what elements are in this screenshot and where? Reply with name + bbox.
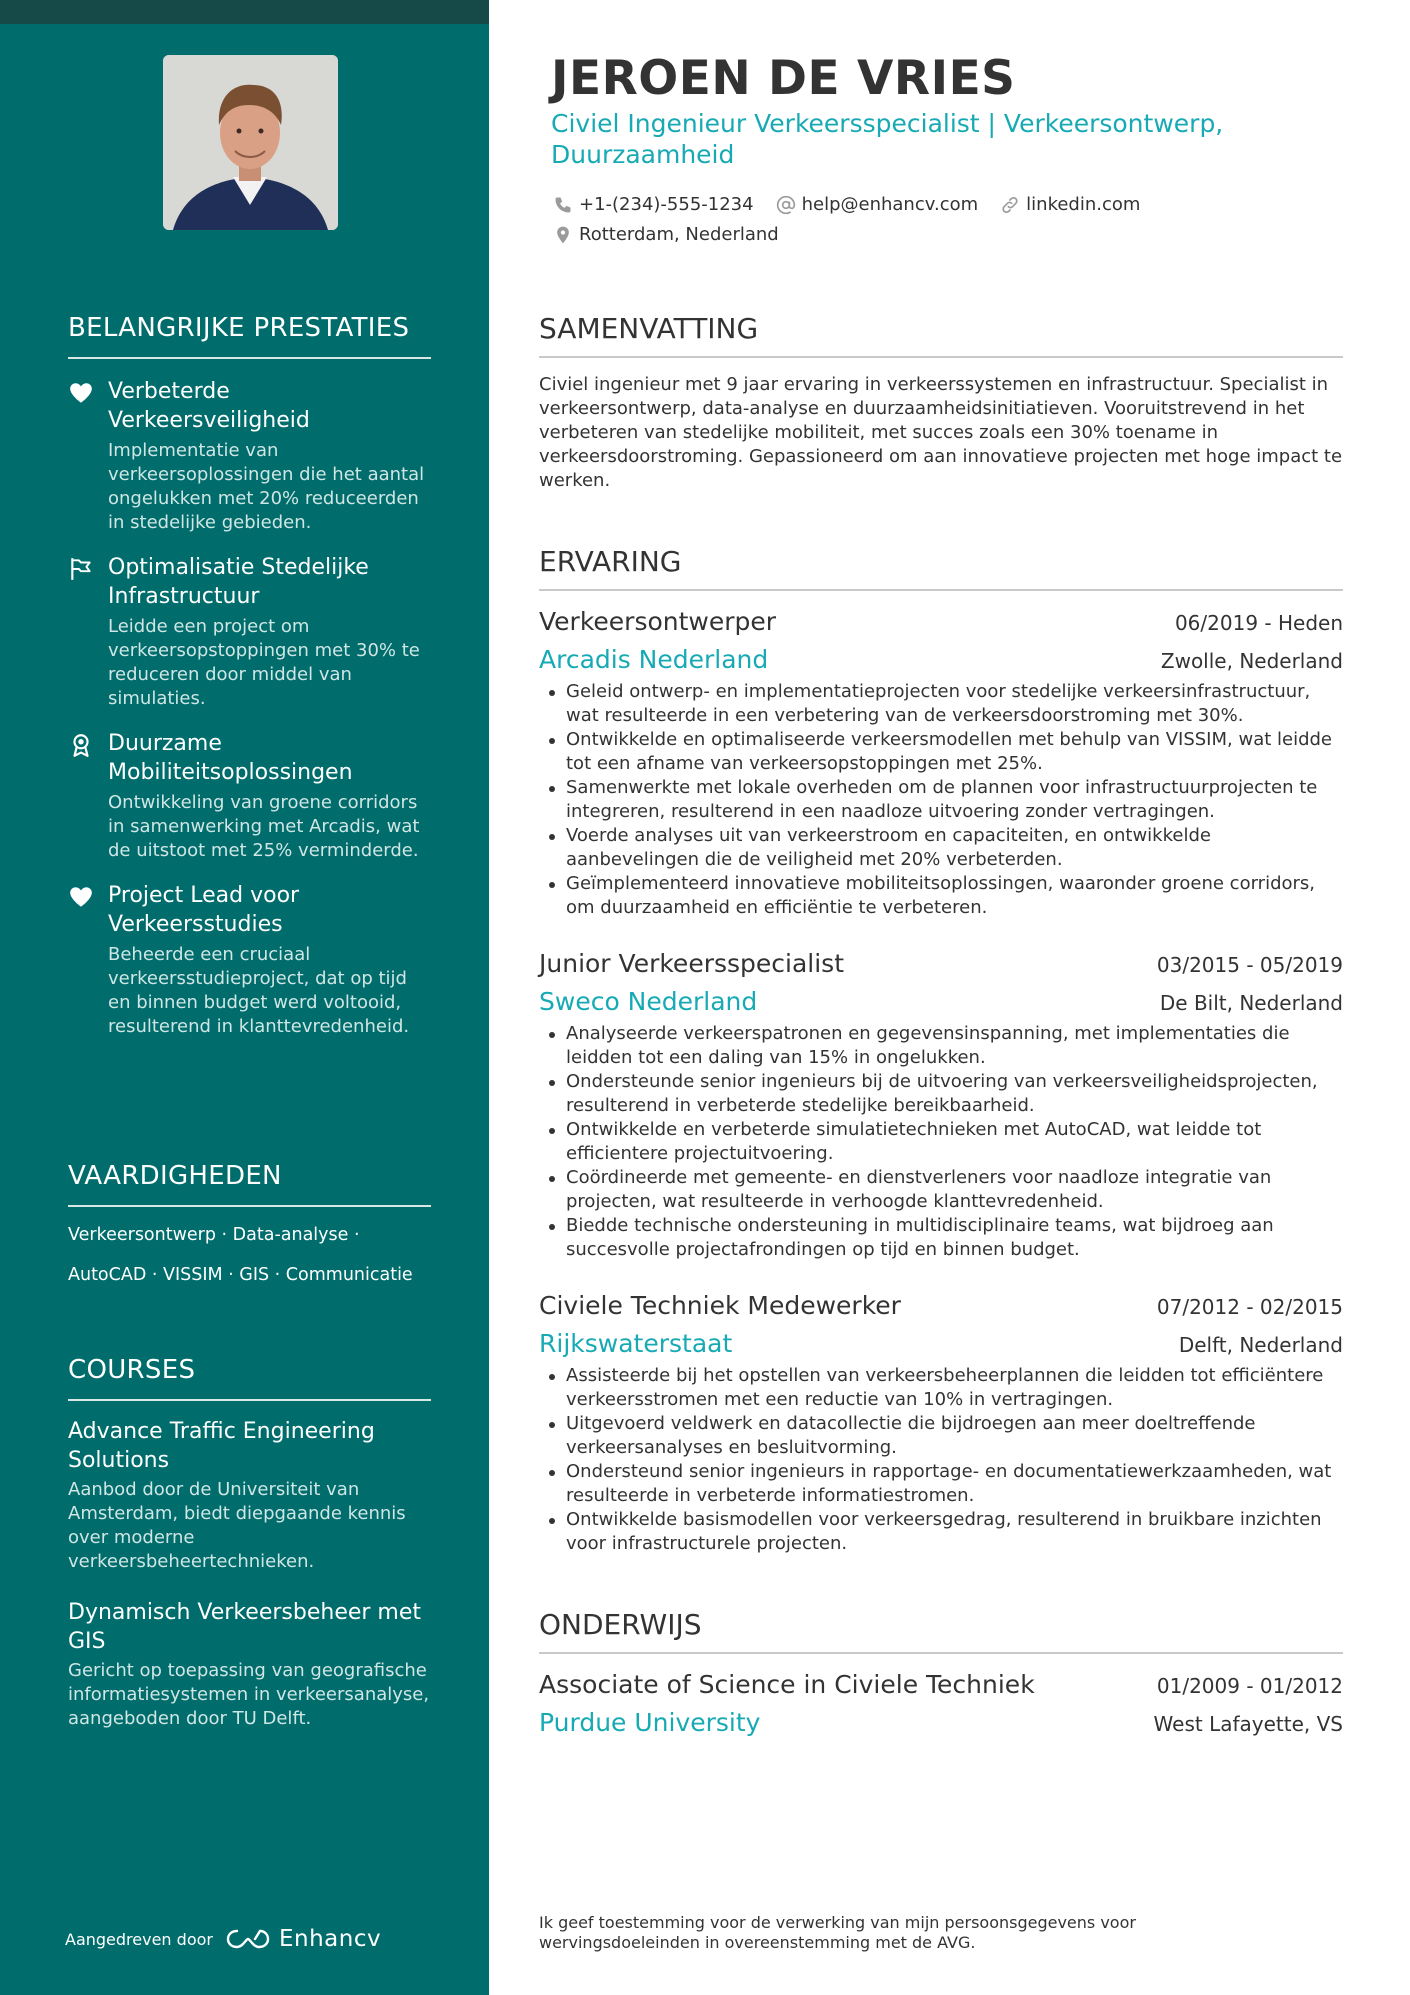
course-item xyxy=(68,1417,431,1574)
skills-list-line: Verkeersontwerp · Data-analyse · xyxy=(68,1225,360,1245)
contact-row xyxy=(553,194,1162,215)
summary-section-header xyxy=(539,311,1343,358)
job-dates: 07/2012 - 02/2015 xyxy=(1156,1295,1343,1319)
phone-icon xyxy=(553,195,573,215)
job-bullet: Coördineerde met gemeente- en dienstverleners voor naadloze integratie van projecten, wat resulteerde in verhoogde klanttevredenheid. xyxy=(539,1166,1343,1214)
job-bullet: Voerde analyses uit van verkeerstroom en capaciteiten, en ontwikkelde aanbevelingen die de veiligheid met 20% verbeterden. xyxy=(539,824,1343,872)
linkedin-text: linkedin.com xyxy=(1026,194,1141,215)
job-bullet: Ondersteunde senior ingenieurs bij de uitvoering van verkeersveiligheidsprojecten, resulterend in verbeterde stedelijke bereikbaarheid. xyxy=(539,1070,1343,1118)
course-title: Advance Traffic Engineering Solutions xyxy=(68,1419,375,1473)
job-dates: 06/2019 - Heden xyxy=(1174,611,1343,635)
courses-divider xyxy=(68,1399,431,1401)
infinity-logo-icon xyxy=(225,1927,271,1951)
phone-text: +1-(234)-555-1234 xyxy=(579,194,754,215)
experience-entry xyxy=(539,947,1343,1262)
achievement-item xyxy=(68,881,431,1039)
job-bullet: Uitgevoerd veldwerk en datacollectie die bijdroegen aan meer doeltreffende verkeersanalyses en besluitvorming. xyxy=(539,1412,1343,1460)
job-bullet: Ontwikkelde en verbeterde simulatietechnieken met AutoCAD, wat leidde tot efficientere projectuitvoering. xyxy=(539,1118,1343,1166)
course-description: Aanbod door de Universiteit van Amsterdam, biedt diepgaande kennis over moderne verkeersbeheertechnieken. xyxy=(68,1479,406,1572)
achievement-description: Beheerde een cruciaal verkeersstudieproject, dat op tijd en binnen budget werd voltooid, resulterend in klanttevredenheid. xyxy=(108,944,410,1037)
job-bullet: Geïmplementeerd innovatieve mobiliteitsoplossingen, waaronder groene corridors, om duurzaamheid en efficiëntie te verbeteren. xyxy=(539,872,1343,920)
achievements-divider xyxy=(68,357,431,359)
summary-heading: SAMENVATTING xyxy=(539,312,759,345)
achievement-item xyxy=(68,553,431,711)
sidebar xyxy=(0,0,489,1995)
consent-notice: Ik geef toestemming voor de verwerking van mijn persoonsgegevens voor wervingsdoeleinden in overeenstemming met de AVG. xyxy=(539,1913,1136,1952)
powered-by-label: Aangedreven door xyxy=(65,1929,213,1949)
achievement-item xyxy=(68,729,431,863)
degree-title: Associate of Science in Civiele Techniek xyxy=(539,1670,1035,1699)
job-location: De Bilt, Nederland xyxy=(1159,991,1343,1015)
education-divider xyxy=(539,1652,1343,1654)
achievements-section xyxy=(68,310,431,1039)
achievement-title: Verbeterde Verkeersveiligheid xyxy=(108,379,310,433)
link-icon xyxy=(1000,195,1020,215)
job-bullet: Geleid ontwerp- en implementatieprojecten voor stedelijke verkeersinfrastructuur, wat resulteerde in een verbetering van de verkeersdoorstroming met 30%. xyxy=(539,680,1343,728)
profile-photo xyxy=(163,55,338,230)
job-company: Rijkswaterstaat xyxy=(539,1329,733,1358)
job-dates: 03/2015 - 05/2019 xyxy=(1156,953,1343,977)
summary-divider xyxy=(539,356,1343,358)
contact-email[interactable] xyxy=(776,194,979,215)
flag-icon xyxy=(68,556,94,582)
job-bullets xyxy=(539,1022,1343,1262)
contact-location xyxy=(553,224,779,245)
job-bullet: Ontwikkelde en optimaliseerde verkeersmodellen met behulp van VISSIM, wat leidde tot een afname van verkeersopstoppingen met 25%. xyxy=(539,728,1343,776)
skills-divider xyxy=(68,1205,431,1207)
job-bullet: Analyseerde verkeerspatronen en gegevensinspanning, met implementaties die leidden tot een daling van 15% in ongelukken. xyxy=(539,1022,1343,1070)
award-icon xyxy=(68,732,94,758)
experience-section-header xyxy=(539,544,1343,591)
job-title: Civiele Techniek Medewerker xyxy=(539,1291,901,1320)
achievement-description: Implementatie van verkeersoplossingen die het aantal ongelukken met 20% reduceerden in stedelijke gebieden. xyxy=(108,440,425,533)
contact-row-location xyxy=(553,224,801,245)
experience-entry xyxy=(539,605,1343,920)
achievement-title: Duurzame Mobiliteitsoplossingen xyxy=(108,731,353,785)
school-location: West Lafayette, VS xyxy=(1153,1712,1343,1736)
education-section-header xyxy=(539,1607,1343,1654)
location-pin-icon xyxy=(553,225,573,245)
achievement-title: Project Lead voor Verkeersstudies xyxy=(108,883,300,937)
achievement-item xyxy=(68,377,431,535)
courses-section xyxy=(68,1352,431,1731)
job-bullet: Ondersteund senior ingenieurs in rapportage- en documentatiewerkzaamheden, wat resulteerde in verbeterde informatiestromen. xyxy=(539,1460,1343,1508)
brand-name: Enhancv xyxy=(278,1926,382,1952)
job-bullet: Ontwikkelde basismodellen voor verkeersgedrag, resulterend in bruikbare inzichten voor infrastructurele projecten. xyxy=(539,1508,1343,1556)
candidate-name: JEROEN DE VRIES xyxy=(551,51,1016,106)
job-bullets xyxy=(539,680,1343,920)
at-sign-icon xyxy=(776,195,796,215)
course-item xyxy=(68,1598,431,1731)
school-name: Purdue University xyxy=(539,1708,761,1737)
contact-linkedin[interactable] xyxy=(1000,194,1140,215)
heart-icon xyxy=(68,884,94,910)
job-bullets xyxy=(539,1364,1343,1556)
job-location: Delft, Nederland xyxy=(1178,1333,1343,1357)
courses-heading: COURSES xyxy=(68,1355,196,1385)
course-title: Dynamisch Verkeersbeheer met GIS xyxy=(68,1600,422,1654)
job-bullet: Assisteerde bij het opstellen van verkeersbeheerplannen die leidden tot efficiëntere verkeersstromen met een reductie van 10% in vertragingen. xyxy=(539,1364,1343,1412)
experience-divider xyxy=(539,589,1343,591)
contact-phone[interactable] xyxy=(553,194,754,215)
sidebar-top-bar xyxy=(0,0,489,24)
skills-heading: VAARDIGHEDEN xyxy=(68,1161,282,1191)
job-location: Zwolle, Nederland xyxy=(1160,649,1343,673)
profile-photo-illustration xyxy=(163,55,338,230)
job-title: Verkeersontwerper xyxy=(539,607,777,636)
powered-by xyxy=(65,1926,381,1952)
experience-heading: ERVARING xyxy=(539,545,682,578)
experience-entry xyxy=(539,1289,1343,1556)
job-bullet: Biedde technische ondersteuning in multidisciplinaire teams, wat bijdroeg aan succesvolle projectafrondingen op tijd en binnen budget. xyxy=(539,1214,1343,1262)
job-bullet: Samenwerkte met lokale overheden om de plannen voor infrastructuurprojecten te integreren, resulterend in een naadloze uitvoering zonder vertragingen. xyxy=(539,776,1343,824)
skills-list-line: AutoCAD · VISSIM · GIS · Communicatie xyxy=(68,1265,413,1285)
job-title: Junior Verkeersspecialist xyxy=(539,949,845,978)
skills-section xyxy=(68,1158,431,1287)
job-company: Sweco Nederland xyxy=(539,987,758,1016)
job-company: Arcadis Nederland xyxy=(539,645,769,674)
education-entry xyxy=(539,1668,1343,1739)
achievements-heading: BELANGRIJKE PRESTATIES xyxy=(68,313,410,343)
education-heading: ONDERWIJS xyxy=(539,1608,702,1641)
location-text: Rotterdam, Nederland xyxy=(579,224,779,245)
education-dates: 01/2009 - 01/2012 xyxy=(1156,1674,1343,1698)
enhancv-logo[interactable] xyxy=(225,1926,381,1952)
achievement-title: Optimalisatie Stedelijke Infrastructuur xyxy=(108,555,369,609)
heart-icon xyxy=(68,380,94,406)
summary-text: Civiel ingenieur met 9 jaar ervaring in verkeerssystemen en infrastructuur. Specialist in verkeersontwerp, data-analyse en duurzaamheidsinitiatieven. Vooruitstrevend in het verbeteren van stedelijke mobiliteit, met succes zoals een 30% toename in verkeersdoorstroming. Gepassioneerd om aan innovatieve projecten met hoge impact te werken. xyxy=(539,374,1343,491)
achievement-description: Ontwikkeling van groene corridors in samenwerking met Arcadis, wat de uitstoot met 25% verminderde. xyxy=(108,792,420,861)
achievement-description: Leidde een project om verkeersopstoppingen met 30% te reduceren door middel van simulaties. xyxy=(108,616,420,709)
candidate-headline: Civiel Ingenieur Verkeersspecialist | Verkeersontwerp, Duurzaamheid xyxy=(551,109,1224,169)
course-description: Gericht op toepassing van geografische informatiesystemen in verkeersanalyse, aangeboden door TU Delft. xyxy=(68,1660,430,1729)
email-text: help@enhancv.com xyxy=(801,194,979,215)
